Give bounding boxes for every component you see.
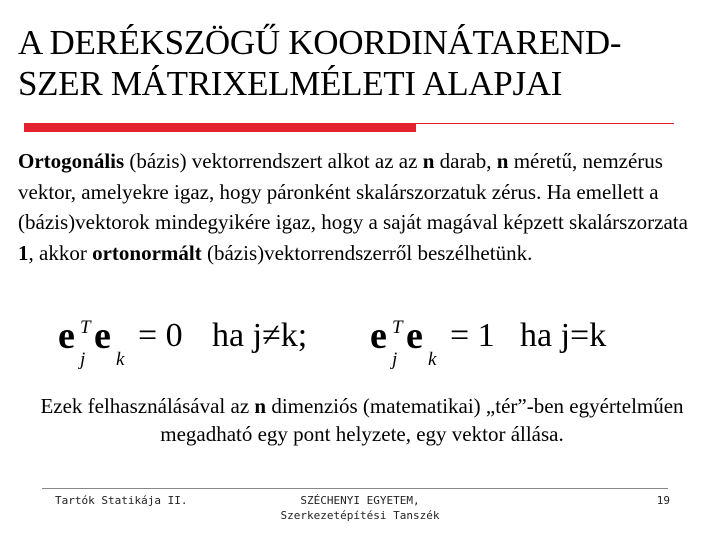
footer-university: SZÉCHENYI EGYETEM, [300,494,420,507]
equals-zero: = 0 [138,317,183,354]
footer-department: Szerkezetépítési Tanszék [280,509,440,522]
transpose-superscript: T [392,317,403,338]
vector-symbol: e [94,315,111,357]
vector-symbol: e [370,315,387,357]
vector-symbol: e [58,315,75,357]
condition-j-eq-k: ha j=k [520,317,607,354]
index-j: j [392,349,398,370]
vector-e-k [406,315,450,370]
equals-one: = 1 [450,317,495,354]
formula-orthonormal [370,316,606,380]
vector-symbol: e [406,315,423,357]
term-orthogonal: Ortogonális [18,149,125,173]
symbol-n: n [422,149,435,173]
formula-orthogonal [58,316,307,380]
slide-title [18,22,708,104]
index-j: j [80,349,86,370]
index-k: k [428,349,437,370]
text-run: , akkor [28,240,93,265]
footer-institution [210,493,510,523]
term-orthonormal: ortonormált [92,240,202,265]
condition-j-neq-k: ha j≠k; [212,317,308,354]
text-run: (bázis) vektorrendszert alkot az az [124,149,423,173]
footer-course: Tartók Statikája II. [55,494,188,507]
symbol-one: 1 [18,240,29,265]
page-number: 19 [656,494,670,507]
transpose-superscript: T [80,317,91,338]
vector-e-j [58,315,94,370]
slide-title-line2: SZER MÁTRIXELMÉLETI ALAPJAI [18,64,563,103]
text-run: dimenziós (matematikai) „tér”-ben egyértelműen megadható egy pont helyzete, egy vektor állása. [160,394,684,446]
text-run: Ezek felhasználásával az [40,394,255,418]
title-divider-accent [24,124,416,132]
definition-paragraph [18,146,694,268]
text-run: darab, [434,149,497,173]
slide-title-line1: A DERÉKSZÖGŰ KOORDINÁTAREND- [18,23,622,62]
text-run: méretű, nemzérus vektor, amelyekre igaz, hogy páronként skalárszorzatuk zérus. Ha emellett a (bázis)vektorok mindegyikére igaz, hogy a saját magával képzett skalárszorzata [18,149,688,234]
usage-paragraph [22,392,702,448]
text-run: (bázis)vektorrendszerről beszélhetünk. [201,240,533,265]
index-k: k [116,349,125,370]
vector-e-j [370,315,406,370]
symbol-n: n [496,149,509,173]
symbol-n: n [254,394,267,418]
vector-e-k [94,315,138,370]
footer-divider [42,488,668,489]
